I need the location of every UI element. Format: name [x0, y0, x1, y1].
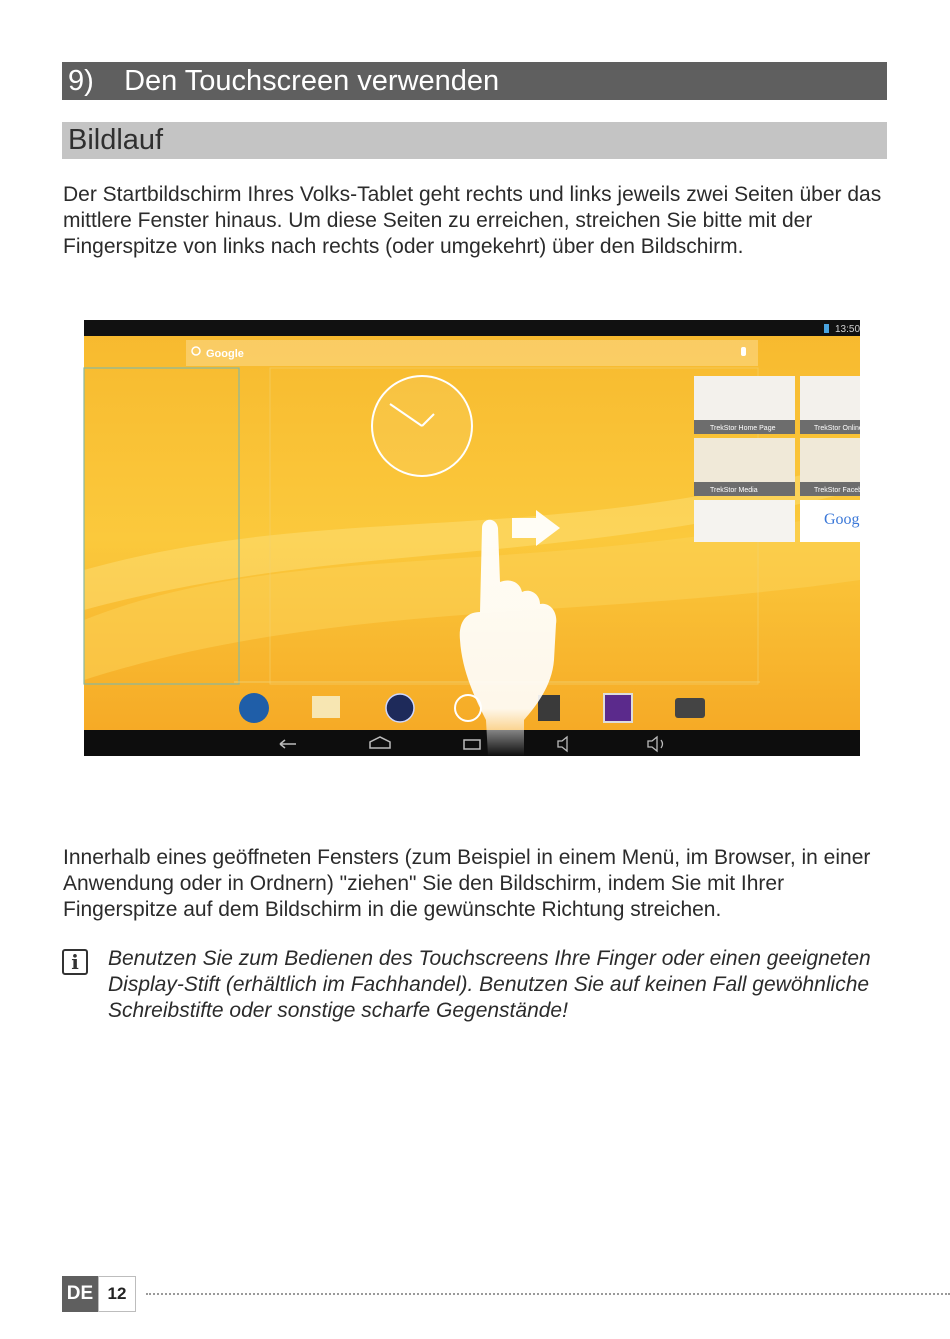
camera-icon[interactable]: [675, 698, 705, 718]
section-number: 9): [68, 65, 94, 97]
scroll-paragraph: Innerhalb eines geöffneten Fensters (zum Beispiel in einem Menü, im Browser, in einer Anwendung oder in Ordnern) "ziehen" Sie den Bildschirm, indem Sie mit Ihrer Fingerspitze auf dem Bildschirm in die gewünschte Richtung streichen.: [63, 846, 871, 921]
footer-divider: [146, 1293, 950, 1295]
bookmark-widget[interactable]: [694, 376, 874, 542]
status-time: 13:50: [835, 324, 861, 335]
navigation-bar: [84, 730, 860, 756]
subsection-heading: Bildlauf: [62, 122, 887, 159]
widget-label: TrekStor Facebook: [814, 487, 874, 494]
music-icon[interactable]: [386, 694, 414, 722]
section-heading: [62, 62, 887, 100]
status-bar: [84, 320, 860, 336]
page-number: 12: [98, 1276, 136, 1312]
microphone-icon[interactable]: [741, 347, 746, 356]
widget-label: TrekStor Home Page: [710, 425, 776, 432]
search-label: Google: [206, 348, 244, 360]
email-icon[interactable]: [312, 696, 340, 718]
tablet-screenshot: [84, 320, 874, 756]
info-icon: i: [62, 949, 88, 975]
language-tag: DE: [62, 1276, 98, 1312]
battery-icon: [824, 324, 829, 333]
widget-label: TrekStor Media: [710, 487, 758, 494]
intro-paragraph: Der Startbildschirm Ihres Volks-Tablet geht rechts und links jeweils zwei Seiten über das mittlere Fenster hinaus. Um diese Seiten zu erreichen, streichen Sie bitte mit der Fingerspitze von links nach rechts (oder umgekehrt) über den Bildschirm.: [63, 183, 882, 258]
video-icon[interactable]: [538, 695, 560, 721]
note-text: Benutzen Sie zum Bedienen des Touchscreens Ihre Finger oder einen geeigneten Display-Stift (erhältlich im Fachhandel). Benutzen Sie auf keinen Fall gewöhnliche Schreibstifte oder sonstige scharfe Gegenstände!: [108, 947, 871, 1022]
browser-icon[interactable]: [239, 693, 269, 723]
section-title: Den Touchscreen verwenden: [124, 65, 500, 97]
gallery-icon[interactable]: [604, 694, 632, 722]
widget-label: TrekStor Online: [814, 425, 863, 432]
google-preview: Goog: [824, 511, 860, 528]
search-bar[interactable]: [186, 340, 758, 366]
